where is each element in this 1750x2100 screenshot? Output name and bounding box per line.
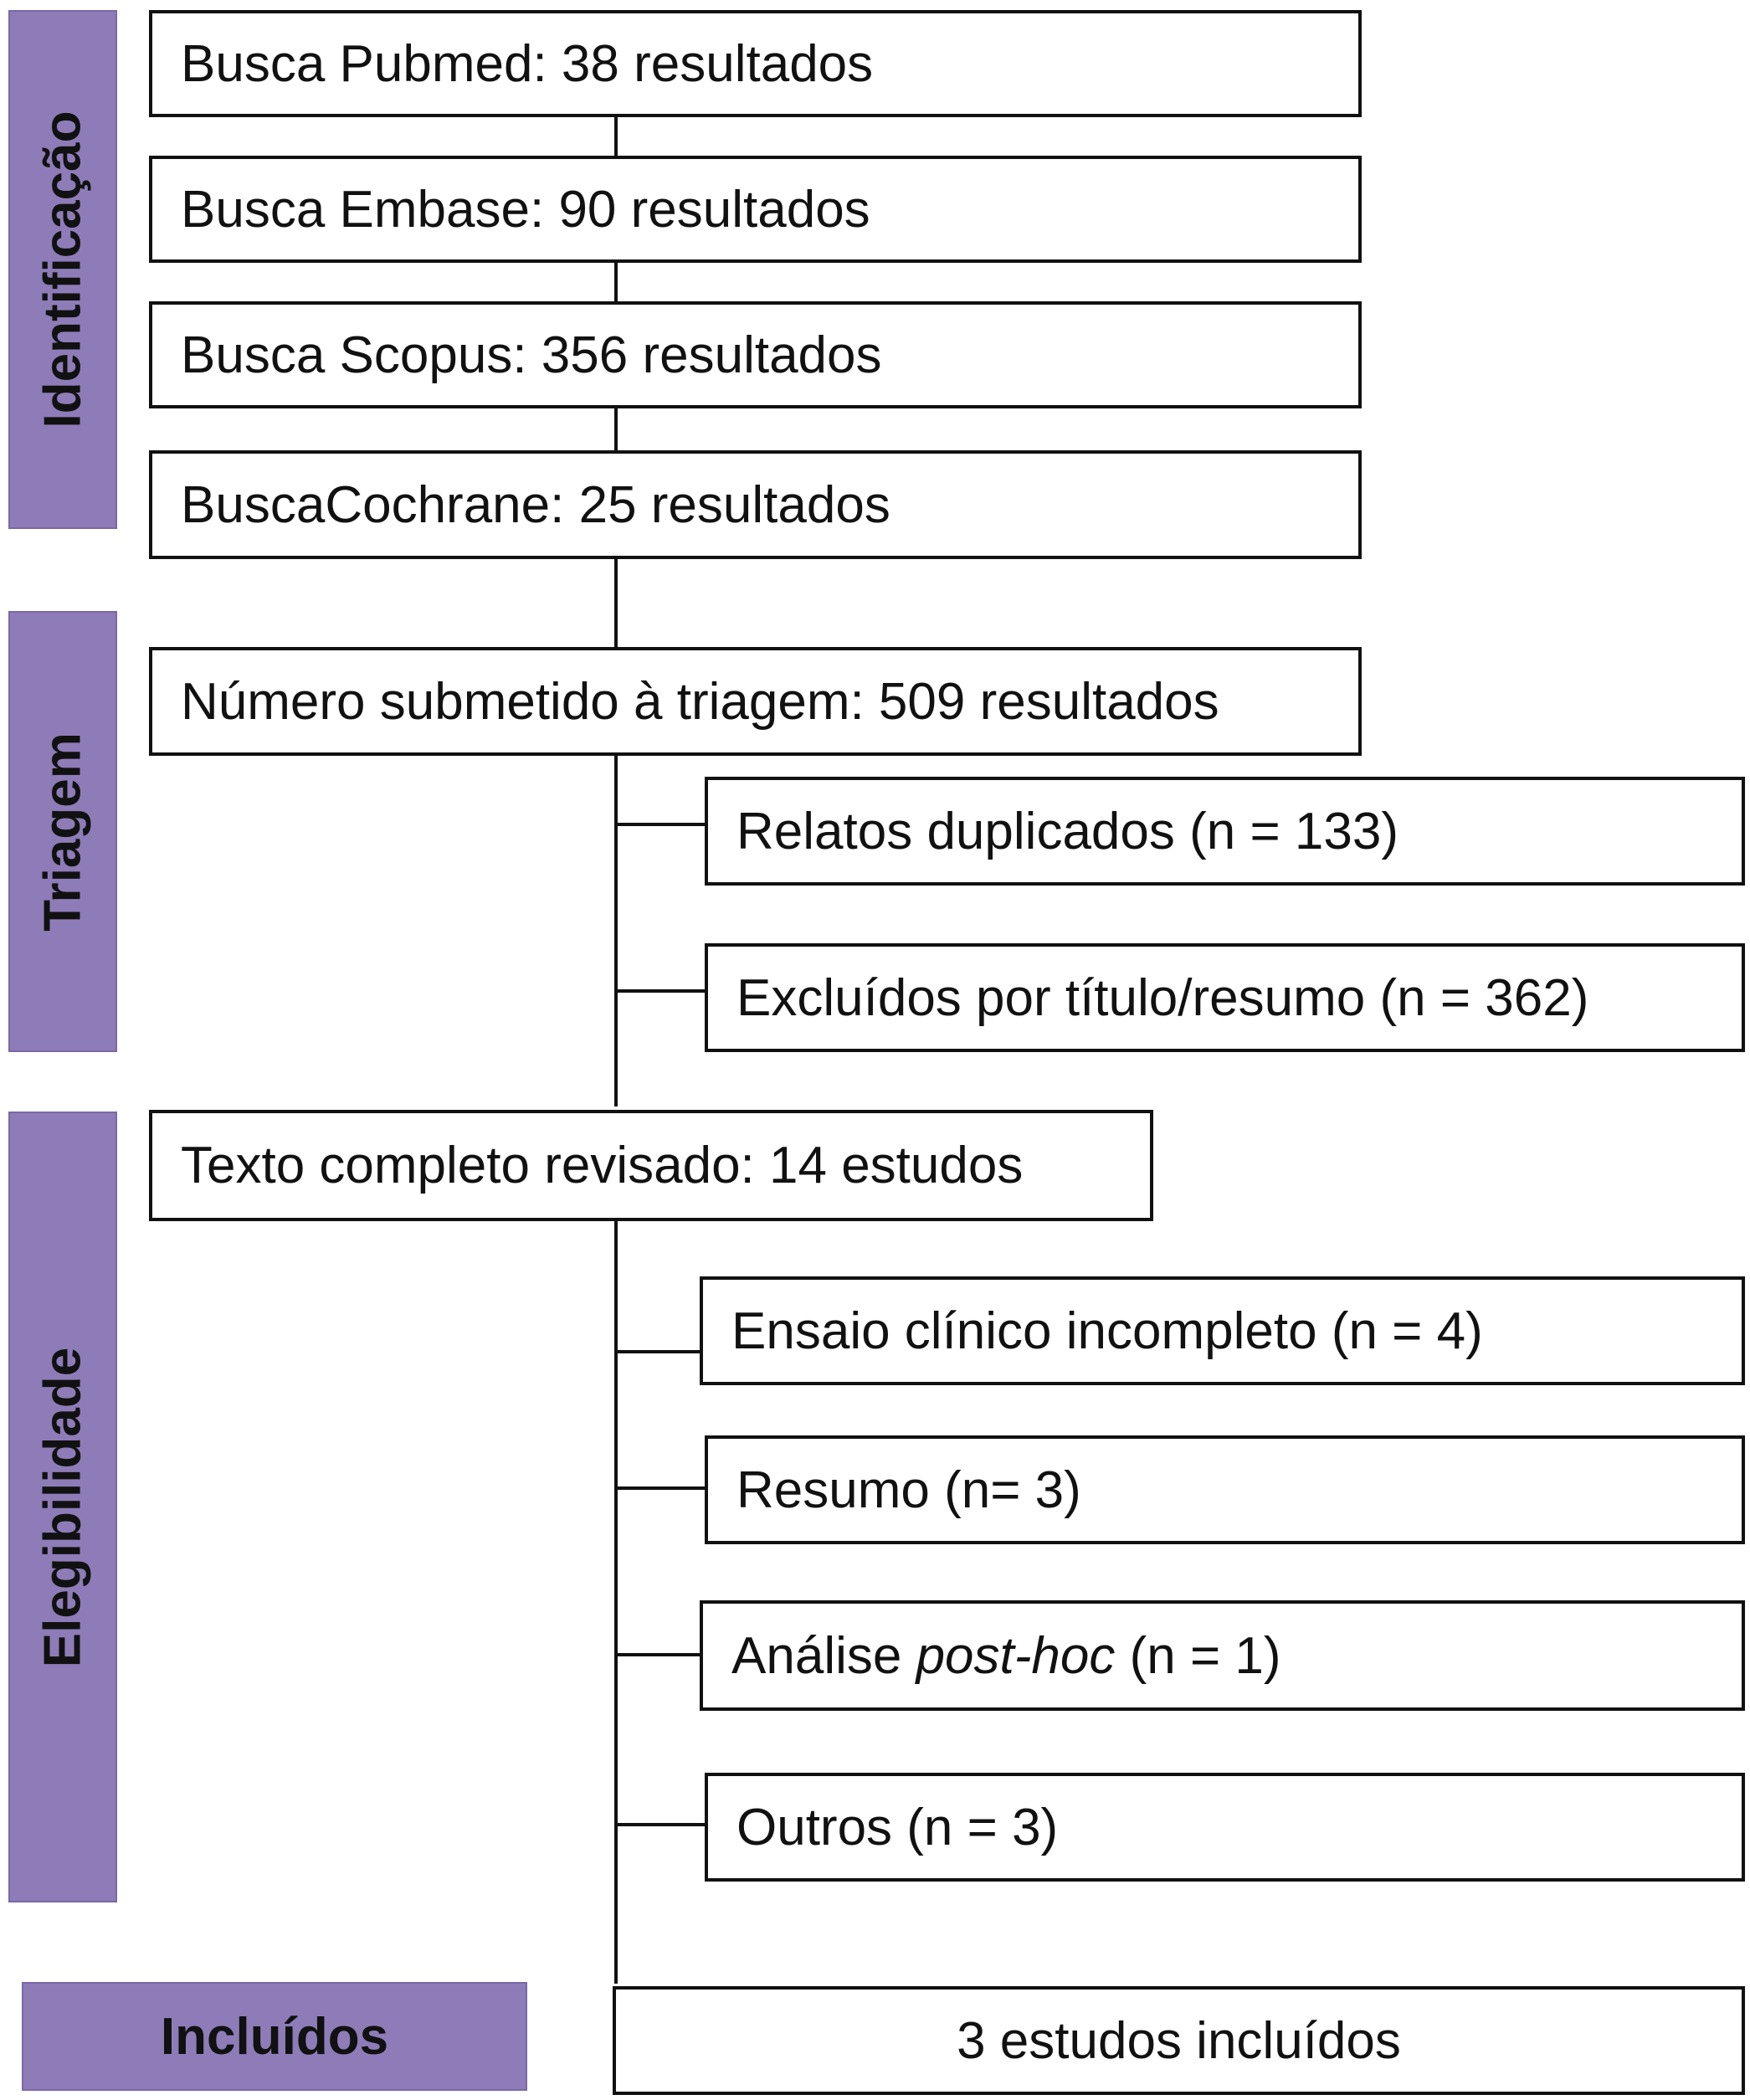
box-submetido-triagem-text: Número submetido à triagem: 509 resultados bbox=[181, 672, 1219, 731]
box-cochrane bbox=[149, 450, 1362, 559]
connector-triagem bbox=[614, 753, 618, 1106]
box-relatos-duplicados-text: Relatos duplicados (n = 133) bbox=[736, 802, 1398, 860]
box-embase bbox=[149, 156, 1362, 263]
stage-identificacao bbox=[8, 10, 117, 529]
box-outros bbox=[705, 1773, 1745, 1882]
box-pubmed bbox=[149, 10, 1362, 117]
box-analise-post-hoc bbox=[700, 1600, 1745, 1711]
box-cochrane-text: BuscaCochrane: 25 resultados bbox=[181, 475, 890, 534]
box-texto-completo-text: Texto completo revisado: 14 estudos bbox=[181, 1137, 1024, 1194]
branch-outros bbox=[614, 1823, 706, 1826]
box-resumo bbox=[705, 1435, 1745, 1544]
box-embase-text: Busca Embase: 90 resultados bbox=[181, 180, 870, 239]
box-excluidos-titulo-resumo bbox=[705, 943, 1745, 1052]
box-scopus-text: Busca Scopus: 356 resultados bbox=[181, 326, 882, 384]
box-submetido-triagem bbox=[149, 647, 1362, 756]
branch-ensaio bbox=[614, 1350, 701, 1353]
box-ensaio-clinico bbox=[700, 1276, 1745, 1385]
box-excluidos-titulo-resumo-text: Excluídos por título/resumo (n = 362) bbox=[736, 968, 1589, 1027]
branch-analise bbox=[614, 1653, 701, 1656]
stage-identificacao-label: Identificação bbox=[33, 110, 92, 429]
branch-duplicados bbox=[614, 823, 706, 826]
analise-suffix: (n = 1) bbox=[1115, 1626, 1281, 1685]
stage-triagem-label: Triagem bbox=[33, 732, 92, 932]
stage-triagem bbox=[8, 611, 117, 1052]
box-relatos-duplicados bbox=[705, 777, 1745, 886]
box-estudos-incluidos-text: 3 estudos incluídos bbox=[957, 2011, 1401, 2070]
box-pubmed-text: Busca Pubmed: 38 resultados bbox=[181, 34, 874, 93]
branch-resumo bbox=[614, 1486, 706, 1490]
analise-prefix: Análise bbox=[731, 1626, 916, 1685]
stage-elegibilidade-label: Elegibilidade bbox=[33, 1347, 92, 1667]
box-scopus bbox=[149, 301, 1362, 408]
stage-incluidos bbox=[22, 1982, 527, 2091]
connector-elegibilidade bbox=[614, 1219, 618, 1984]
branch-titulo-resumo bbox=[614, 989, 706, 993]
stage-elegibilidade bbox=[8, 1112, 117, 1902]
box-resumo-text: Resumo (n= 3) bbox=[736, 1461, 1081, 1519]
box-ensaio-clinico-text: Ensaio clínico incompleto (n = 4) bbox=[731, 1302, 1483, 1360]
analise-italic: post-hoc bbox=[916, 1626, 1116, 1685]
stage-incluidos-label: Incluídos bbox=[160, 2007, 389, 2066]
box-outros-text: Outros (n = 3) bbox=[736, 1798, 1059, 1856]
box-texto-completo bbox=[149, 1110, 1153, 1221]
box-estudos-incluidos bbox=[613, 1986, 1745, 2095]
box-analise-post-hoc-text bbox=[731, 1626, 1281, 1686]
